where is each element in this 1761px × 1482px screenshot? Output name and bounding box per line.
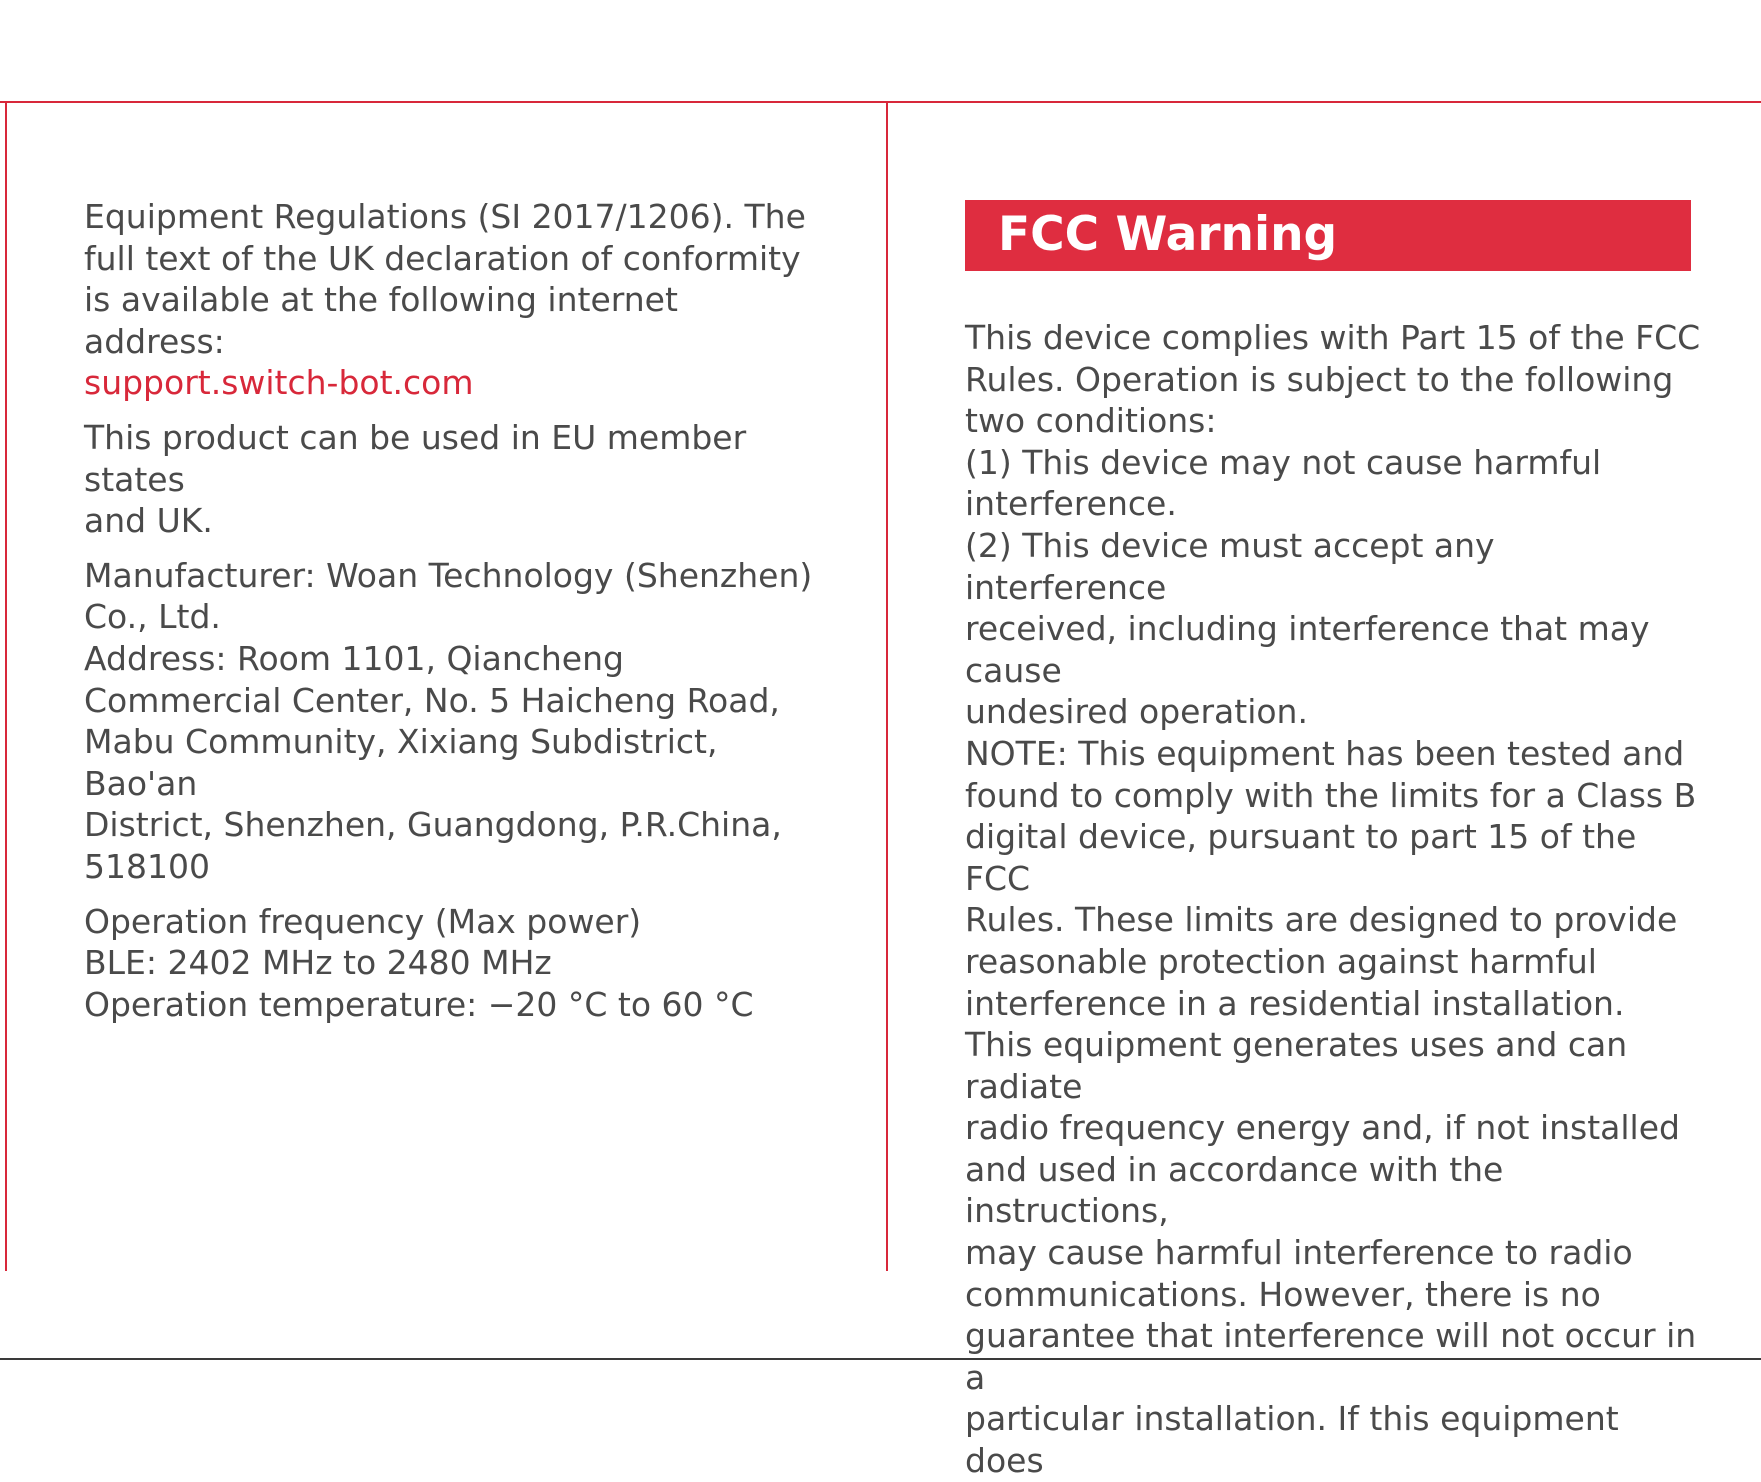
operation-specs-paragraph: Operation frequency (Max power) BLE: 2402 MHz to 2480 MHz Operation temperature: −20 °C to 60 °C bbox=[84, 901, 754, 1024]
conformity-paragraph bbox=[84, 196, 824, 404]
fcc-warning-banner bbox=[965, 200, 1691, 271]
right-page bbox=[965, 317, 1705, 1482]
conformity-text: Equipment Regulations (SI 2017/1206). The full text of the UK declaration of conformity is available at the following internet address: bbox=[84, 197, 806, 361]
fcc-warning-body: This device complies with Part 15 of the FCC Rules. Operation is subject to the following two conditions: (1) This device may not cause harmful interference. (2) This device must accept any interference received, including interference that may cause undesired operation. NOTE: This equipment has been tested and found to comply with the limits for a Class B digital device, pursuant to part 15 of the FCC Rules. These limits are designed to provide reasonable protection against harmful interference in a residential installation. This equipment generates uses and can radiate radio frequency energy and, if not installed and used in accordance with the instructions, may cause harmful interference to radio communications. However, there is no guarantee that interference will not occur in a particular installation. If this equipment does bbox=[965, 318, 1701, 1481]
page-divider-line bbox=[886, 101, 888, 1271]
left-margin-line bbox=[5, 101, 7, 1271]
eu-usage-paragraph: This product can be used in EU member states and UK. bbox=[84, 417, 747, 541]
top-divider-line bbox=[0, 101, 1761, 103]
manufacturer-paragraph: Manufacturer: Woan Technology (Shenzhen) Co., Ltd. Address: Room 1101, Qiancheng Commercial Center, No. 5 Haicheng Road, Mabu Community, Xixiang Subdistrict, Bao'an District, Shenzhen, Guangdong, P.R.China, 518100 bbox=[84, 555, 813, 886]
support-link[interactable]: support.switch-bot.com bbox=[84, 363, 474, 403]
fcc-warning-heading: FCC Warning bbox=[998, 207, 1338, 262]
left-page bbox=[84, 196, 824, 1025]
